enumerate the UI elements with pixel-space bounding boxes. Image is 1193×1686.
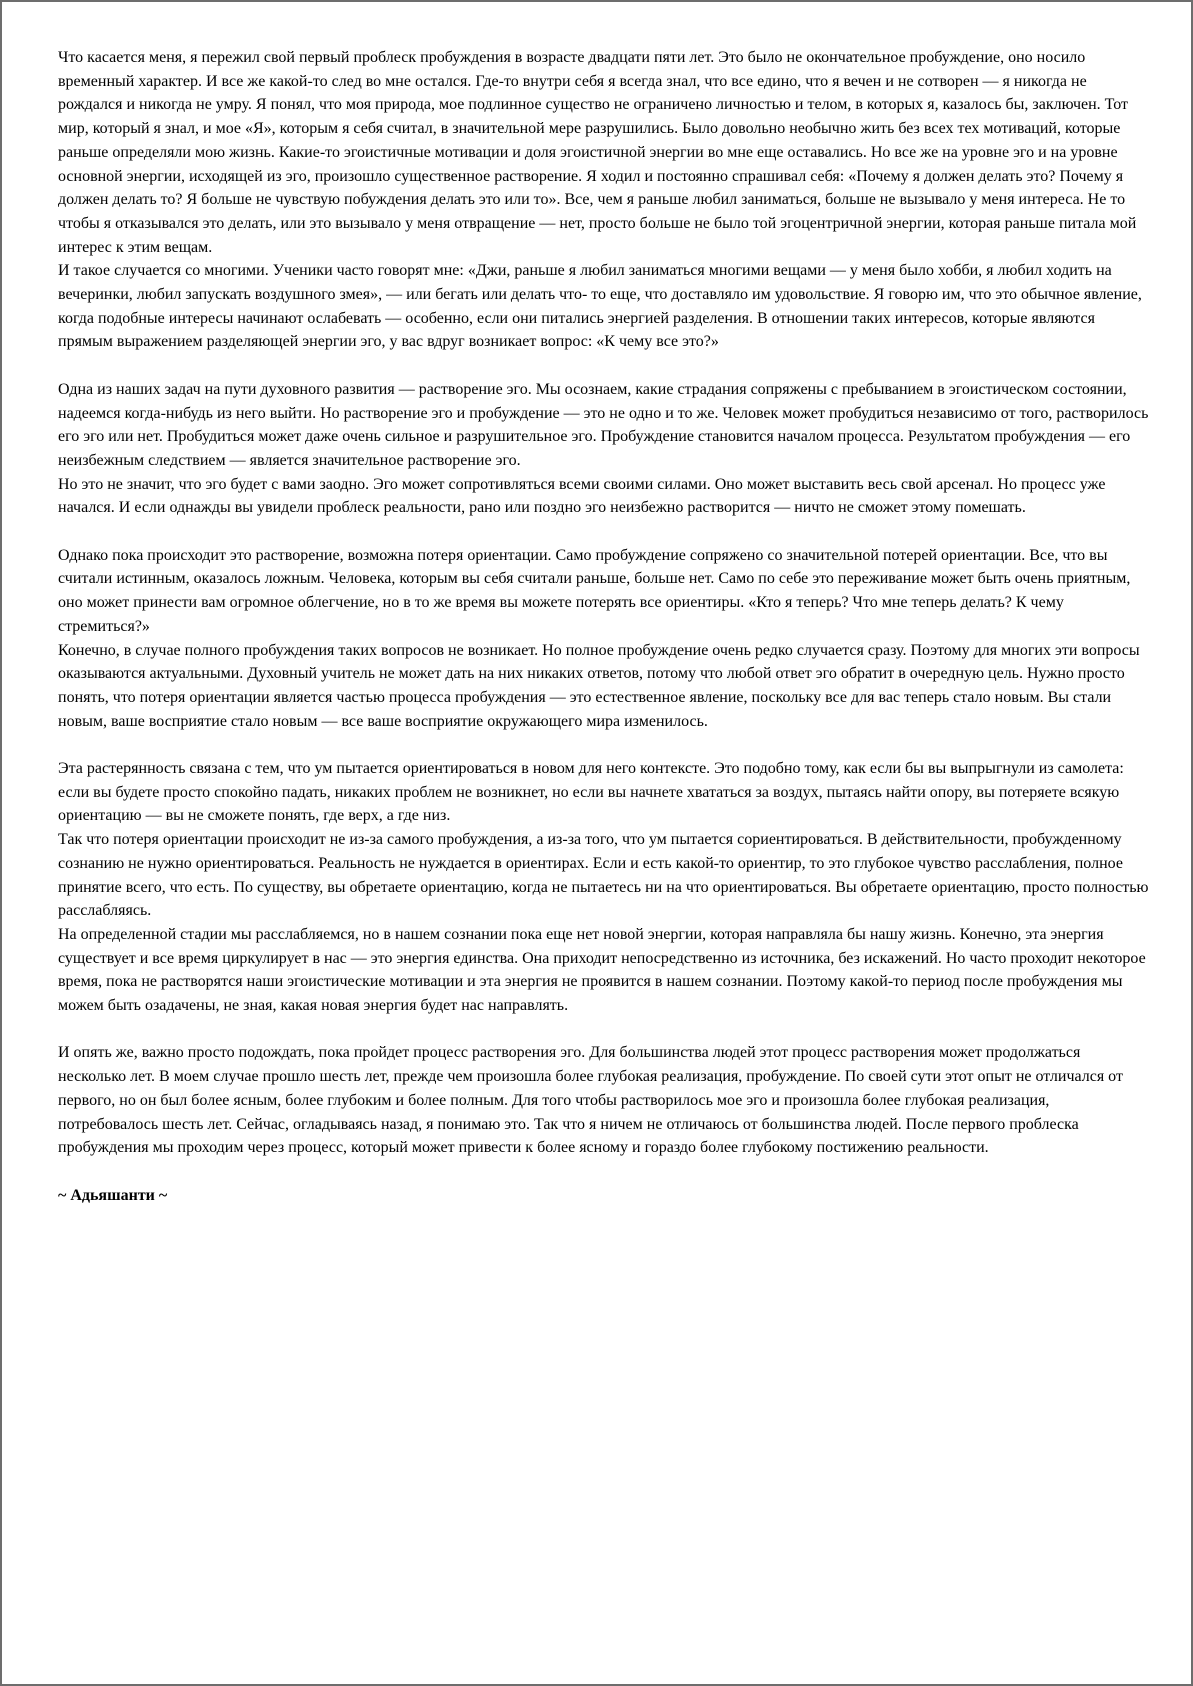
paragraph: Но это не значит, что эго будет с вами заодно. Эго может сопротивляться всеми своими силами. Оно может выставить весь свой арсенал. Но процесс уже начался. И если однажды вы увидели проблеск реальности, рано или поздно эго неизбежно растворится — ничто не сможет этому помешать.: [58, 475, 1106, 517]
paragraph: Одна из наших задач на пути духовного развития — растворение эго. Мы осознаем, какие страдания сопряжены с пребыванием в эгоистическом состоянии, надеемся когда-нибудь из него выйти. Но растворение эго и пробуждение — это не одно и то же. Человек может пробудиться независимо от того, растворилось его эго или нет. Пробудиться может даже очень сильное и разрушительное эго. Пробуждение становится началом процесса. Результатом пробуждения — его неизбежным следствием — является значительное растворение эго.: [58, 380, 1149, 469]
author-signature: ~ Адьяшанти ~: [58, 1186, 168, 1204]
paragraph: Эта растерянность связана с тем, что ум пытается ориентироваться в новом для него контексте. Это подобно тому, как если бы вы выпрыгнули из самолета: если вы будете просто спокойно падать, никаких проблем не возникнет, но если вы начнете хвататься за воздух, пытаясь найти опору, вы потеряете всякую ориентацию — вы не сможете понять, где верх, а где низ.: [58, 760, 1124, 825]
paragraph: И такое случается со многими. Ученики часто говорят мне: «Джи, раньше я любил заниматься многими вещами — у меня было хобби, я любил ходить на вечеринки, любил запускать воздушного змея», — или бегать или делать что- то еще, что доставляло им удовольствие. Я говорю им, что это обычное явление, когда подобные интересы начинают ослабевать — особенно, если они питались энергией разделения. В отношении таких интересов, которые являются прямым выражением разделяющей энергии эго, у вас вдруг возникает вопрос: «К чему все это?»: [58, 262, 1142, 351]
paragraph: На определенной стадии мы расслабляемся, но в нашем сознании пока еще нет новой энергии, которая направляла бы нашу жизнь. Конечно, эта энергия существует и все время циркулирует в нас — это энергия единства. Она приходит непосредственно из источника, без искажений. Но часто проходит некоторое время, пока не растворятся наши эгоистические мотивации и эта энергия не проявится в нашем сознании. Поэтому какой-то период после пробуждения мы можем быть озадачены, не зная, какая новая энергия будет нас направлять.: [58, 925, 1146, 1015]
paragraph: Однако пока происходит это растворение, возможна потеря ориентации. Само пробуждение сопряжено со значительной потерей ориентации. Все, что вы считали истинным, оказалось ложным. Человека, которым вы себя считали раньше, больше нет. Само по себе это переживание может быть очень приятным, оно может принести вам огромное облегчение, но в то же время вы можете потерять все ориентиры. «Кто я теперь? Что мне теперь делать? К чему стремиться?»: [58, 546, 1131, 635]
document-body: [58, 46, 1150, 1207]
paragraph-group: [58, 1041, 1150, 1160]
paragraph-group: [58, 378, 1150, 520]
paragraph: Так что потеря ориентации происходит не из-за самого пробуждения, а из-за того, что ум пытается сориентироваться. В действительности, пробужденному сознанию не нужно ориентироваться. Реальность не нуждается в ориентирах. Если и есть какой-то ориентир, то это глубокое чувство расслабления, полное принятие всего, что есть. По существу, вы обретаете ориентацию, когда не пытаетесь ни на что ориентироваться. Вы обретаете ориентацию, просто полностью расслабляясь.: [58, 831, 1149, 920]
paragraph: И опять же, важно просто подождать, пока пройдет процесс растворения эго. Для большинства людей этот процесс растворения может продолжаться несколько лет. В моем случае прошло шесть лет, прежде чем произошла более глубокая реализация, пробуждение. По своей сути этот опыт не отличался от первого, но он был более ясным, более глубоким и более полным. Для того чтобы растворилось мое эго и произошла более глубокая реализация, потребовалось шесть лет. Сейчас, огладываясь назад, я понимаю это. Так что я ничем не отличаюсь от большинства людей. После первого проблеска пробуждения мы проходим через процесс, который может привести к более ясному и гораздо более глубокому постижению реальности.: [58, 1044, 1123, 1157]
paragraph-group: [58, 46, 1150, 354]
paragraph: Конечно, в случае полного пробуждения таких вопросов не возникает. Но полное пробуждение очень редко случается сразу. Поэтому для многих эти вопросы оказываются актуальными. Духовный учитель не может дать на них никаких ответов, потому что любой ответ эго обратит в очередную цель. Нужно просто понять, что потеря ориентации является частью процесса пробуждения — это естественное явление, поскольку все для вас теперь стало новым. Вы стали новым, ваше восприятие стало новым — все ваше восприятие окружающего мира изменилось.: [58, 641, 1140, 730]
paragraph-group: [58, 544, 1150, 734]
paragraph-group: [58, 757, 1150, 1018]
paragraph: Что касается меня, я пережил свой первый проблеск пробуждения в возрасте двадцати пяти лет. Это было не окончательное пробуждение, оно носило временный характер. И все же какой-то след во мне остался. Где-то внутри себя я всегда знал, что все едино, что я вечен и не сотворен — я никогда не рождался и никогда не умру. Я понял, что моя природа, мое подлинное существо не ограничено личностью и телом, в которых я, казалось бы, заключен. Тот мир, который я знал, и мое «Я», которым я себя считал, в значительной мере разрушились. Было довольно необычно жить без всех тех мотиваций, которые раньше определяли мою жизнь. Какие-то эгоистичные мотивации и доля эгоистичной энергии во мне еще оставались. Но все же на уровне эго и на уровне основной энергии, исходящей из эго, произошло существенное растворение. Я ходил и постоянно спрашивал себя: «Почему я должен делать это? Почему я должен делать то? Я больше не чувствую побуждения делать это или то». Все, чем я раньше любил заниматься, больше не вызывало у меня интереса. Не то чтобы я отказывался это делать, или это вызывало у меня отвращение — нет, просто больше не было той эгоцентричной энергии, которая раньше питала мой интерес к этим вещам.: [58, 49, 1137, 256]
